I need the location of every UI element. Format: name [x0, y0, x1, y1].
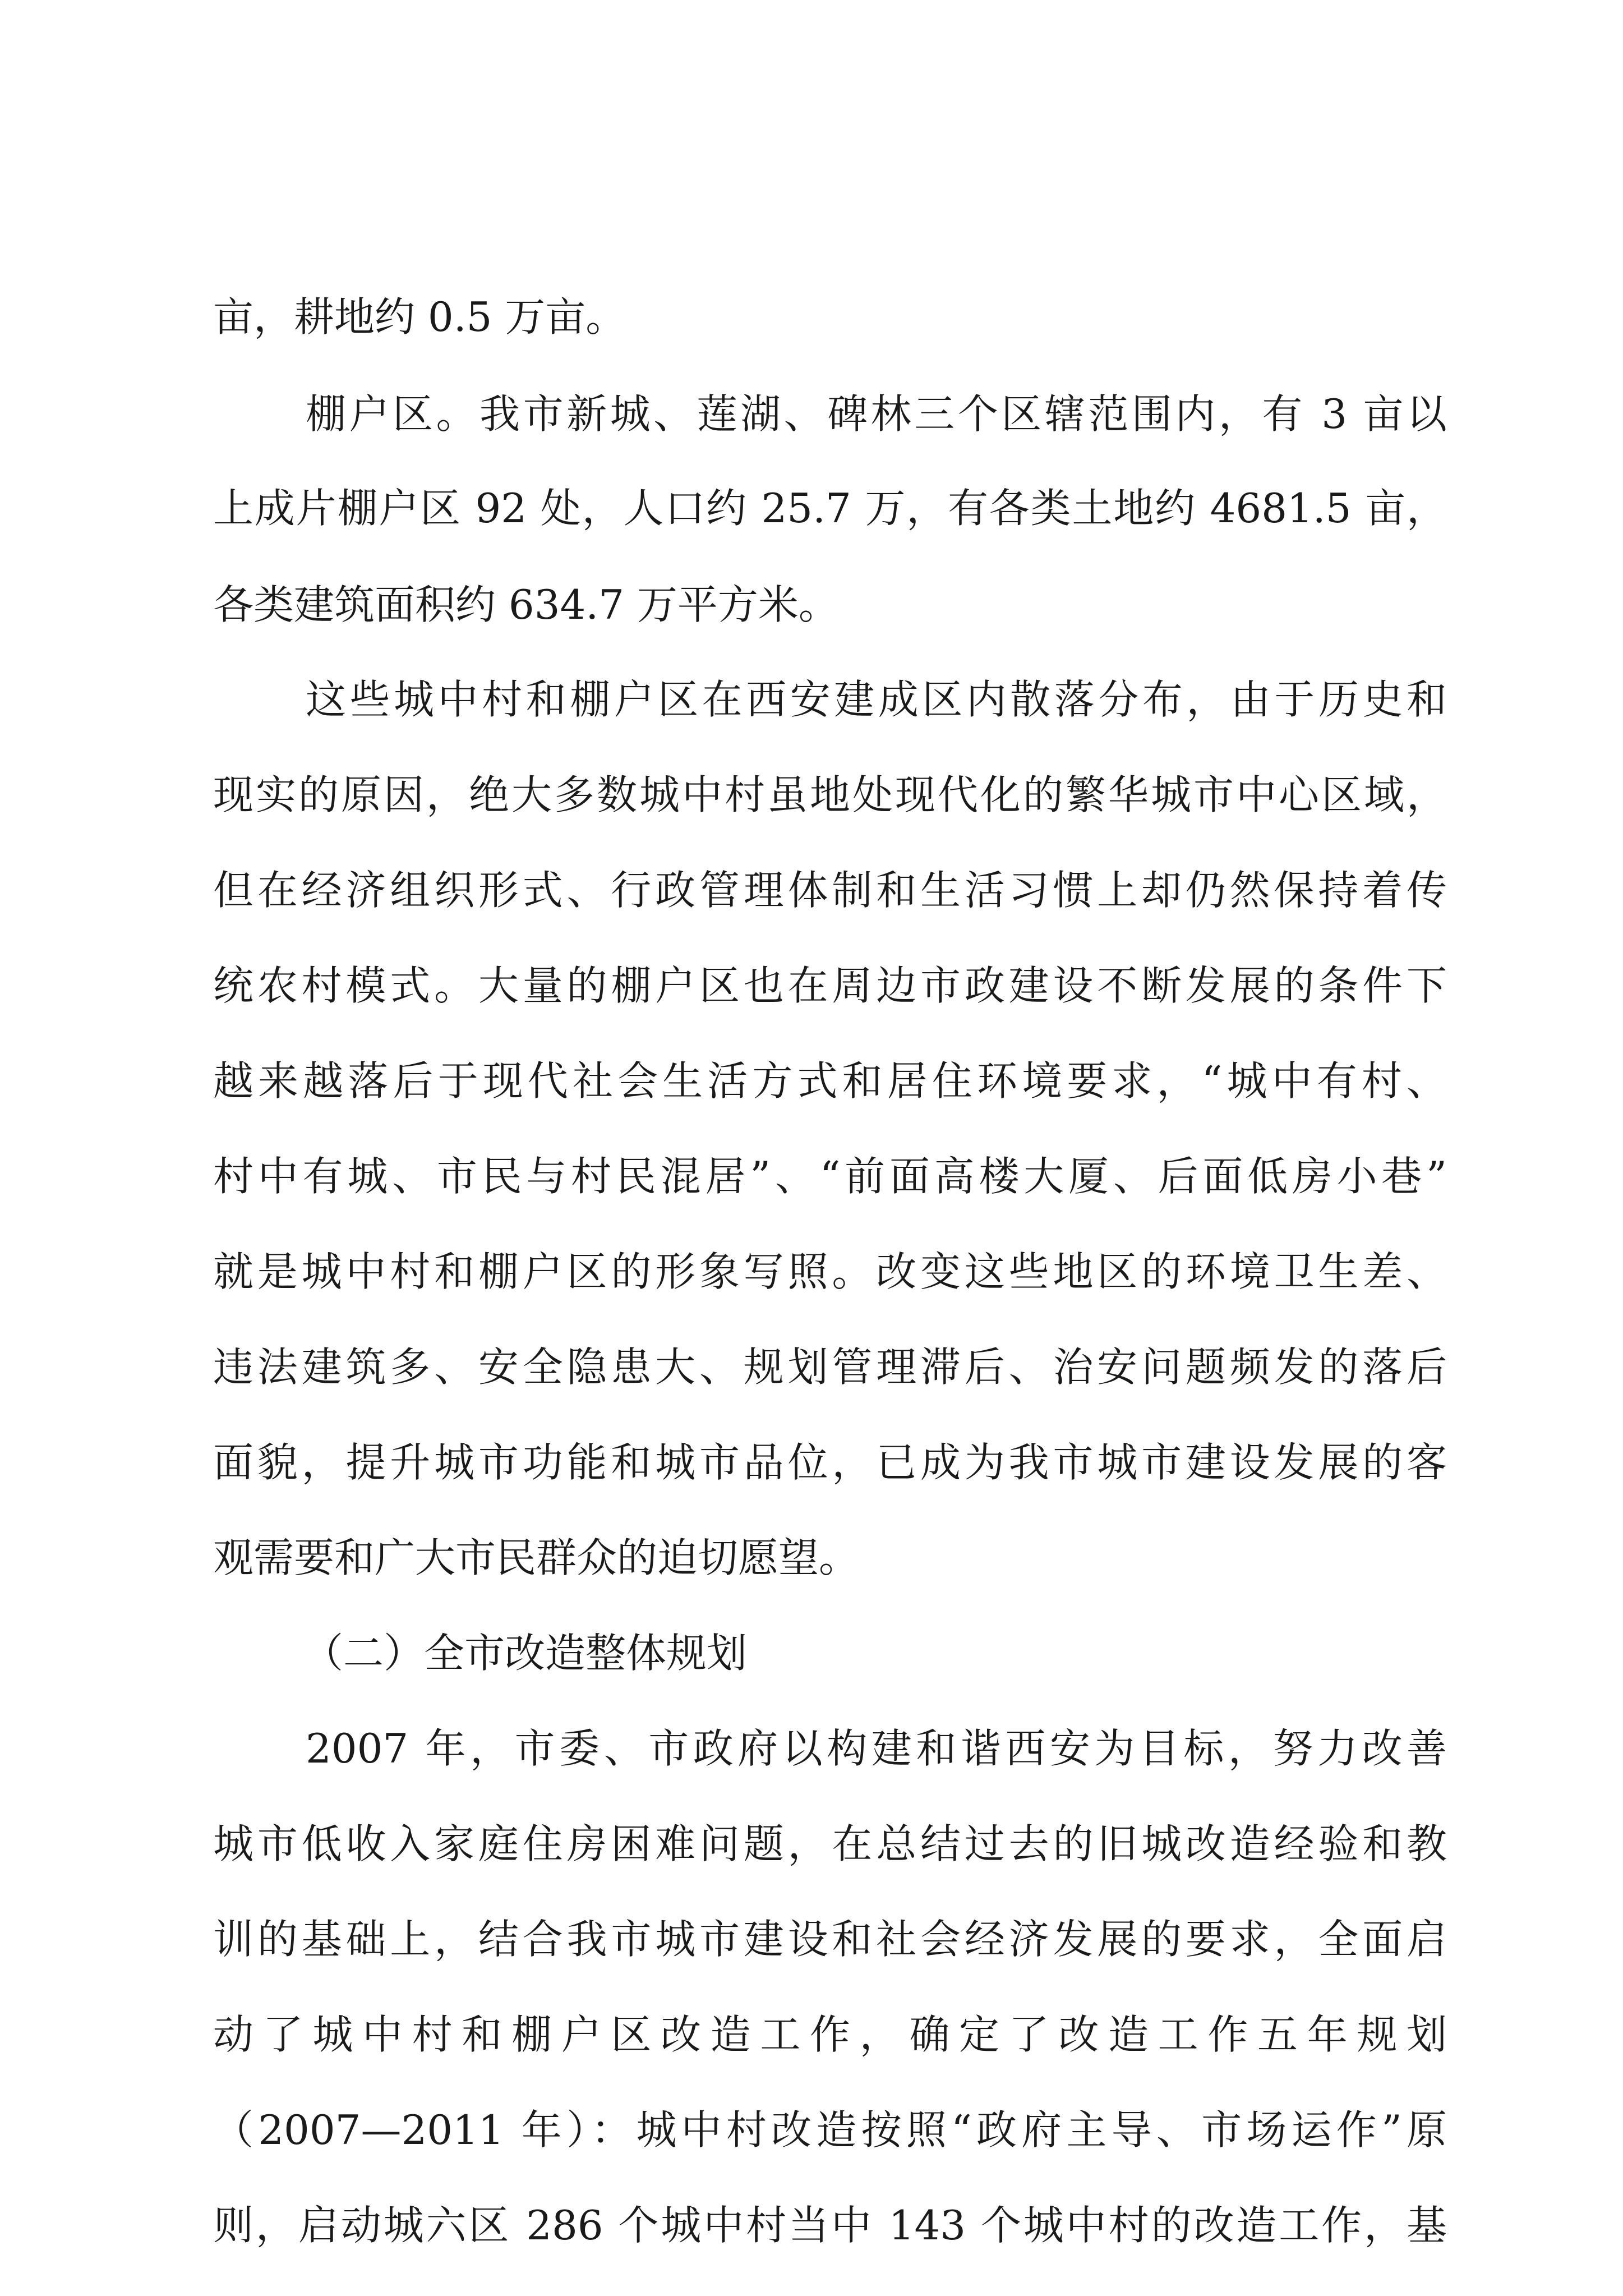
text-line-7: 但在经济组织形式、行政管理体制和生活习惯上却仍然保持着传	[213, 867, 1447, 914]
text-line-9: 越来越落后于现代社会生活方式和居住环境要求，“城中有村、	[213, 1057, 1447, 1105]
text-line-19: 动了城中村和棚户区改造工作，确定了改造工作五年规划	[213, 2011, 1447, 2058]
text-line-3: 上成片棚户区 92 处，人口约 25.7 万，有各类土地约 4681.5 亩，	[213, 485, 1447, 532]
text-line-10: 村中有城、市民与村民混居”、“前面高楼大厦、后面低房小巷”	[213, 1153, 1447, 1200]
text-line-18: 训的基础上，结合我市城市建设和社会经济发展的要求，全面启	[213, 1916, 1447, 1963]
text-line-12: 违法建筑多、安全隐患大、规划管理滞后、治安问题频发的落后	[213, 1343, 1447, 1391]
text-line-2: 棚户区。我市新城、莲湖、碑林三个区辖范围内，有 3 亩以	[306, 390, 1447, 438]
text-line-4: 各类建筑面积约 634.7 万平方米。	[213, 581, 839, 628]
text-line-11: 就是城中村和棚户区的形象写照。改变这些地区的环境卫生差、	[213, 1248, 1447, 1295]
text-line-20: （2007—2011 年）：城中村改造按照“政府主导、市场运作”原	[213, 2106, 1447, 2154]
text-line-14: 观需要和广大市民群众的迫切愿望。	[213, 1534, 860, 1581]
text-line-13: 面貌，提升城市功能和城市品位，已成为我市城市建设发展的客	[213, 1439, 1447, 1486]
text-line-8: 统农村模式。大量的棚户区也在周边市政建设不断发展的条件下	[213, 962, 1447, 1009]
text-line-1: 亩，耕地约 0.5 万亩。	[213, 293, 626, 341]
text-line-6: 现实的原因，绝大多数城中村虽地处现代化的繁华城市中心区域，	[213, 771, 1447, 818]
text-line-21: 则，启动城六区 286 个城中村当中 143 个城中村的改造工作，基	[213, 2202, 1447, 2249]
text-line-16: 2007 年，市委、市政府以构建和谐西安为目标，努力改善	[306, 1725, 1447, 1772]
text-line-17: 城市低收入家庭住房困难问题，在总结过去的旧城改造经验和教	[213, 1820, 1447, 1867]
text-line-5: 这些城中村和棚户区在西安建成区内散落分布，由于历史和	[306, 676, 1447, 723]
section-heading: （二）全市改造整体规划	[303, 1630, 748, 1677]
